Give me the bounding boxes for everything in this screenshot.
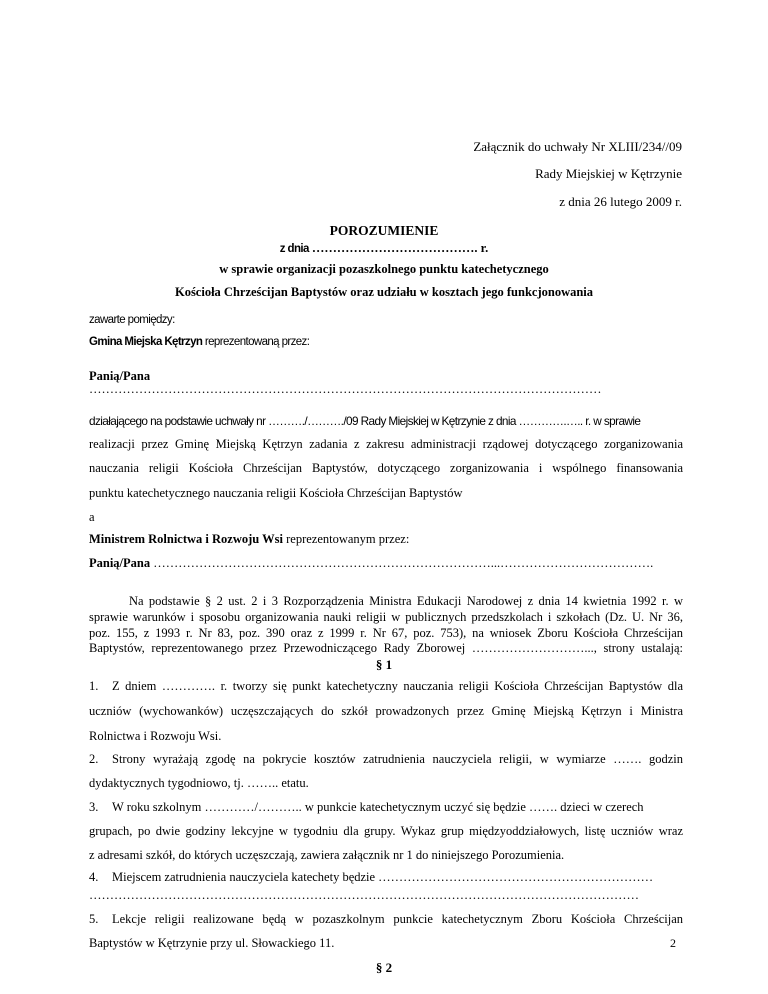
document-title: POROZUMIENIE [329,223,439,238]
point-1-text: Z dniem …………. r. tworzy się punkt katechetyczny nauczania religii Kościoła Chrześcijan Baptystów dla [112,679,683,693]
point-1-number: 1. [89,679,99,693]
minister-name: Ministrem Rolnictwa i Rozwoju Wsi [89,532,283,546]
point-3-line-1 [89,800,683,815]
gmina-represented: reprezentowaną przez: [202,336,310,348]
preamble-line-1: Na podstawie § 2 ust. 2 i 3 Rozporządzenia Ministra Edukacji Narodowej z dnia 14 kwietnia 1992 r. w [129,594,683,608]
page-number: 2 [670,936,676,950]
point-5-line-1 [89,912,683,927]
section-1-heading: § 1 [375,657,393,672]
basis-line-4: punktu katechetycznego nauczania religii Kościoła Chrześcijan Baptystów [89,486,463,500]
subject-line-1: w sprawie organizacji pozaszkolnego punktu katechetycznego [219,262,549,276]
point-3-line-2: grupach, po dwie godziny lekcyjne w tygodniu dla grupy. Wykaz grup międzyoddziałowych, listę uczniów wraz [89,824,683,838]
point-4-line-2: …………………………………………………………………………………………………………………… [89,888,639,902]
representative-1-label: Panią/Pana [89,369,151,383]
council-name: Rady Miejskiej w Kętrzynie [535,166,682,181]
point-3-line-3: z adresami szkół, do których uczęszczają, zawiera załącznik nr 1 do niniejszego Porozumienia. [89,848,565,862]
agreement-date [86,241,682,256]
basis-line-3: nauczania religii Kościoła Chrześcijan Baptystów, dotyczącego zorganizowania i wspólnego finansowania [89,461,683,475]
basis-line-2: realizacji przez Gminę Miejską Kętrzyn zadania z zakresu administracji rządowej dotyczącego zorganizowania [89,437,683,451]
point-1-line-3: Rolnictwa i Rozwoju Wsi. [89,729,222,743]
point-2-text: Strony wyrażają zgodę na pokrycie kosztów zatrudnienia nauczyciela religii, w wymiarze ……. godzin [112,752,683,766]
point-5-line-2: Baptystów w Kętrzynie przy ul. Słowackiego 11. [89,936,335,950]
subject-line-2: Kościoła Chrześcijan Baptystów oraz udziału w kosztach jego funkcjonowania [174,285,594,299]
gmina-party [89,336,683,348]
resolution-date: z dnia 26 lutego 2009 r. [559,194,682,209]
minister-party [89,532,683,547]
date-placeholder: …………………………………. r. [311,241,489,255]
point-4-number: 4. [89,870,99,884]
point-1-line-2: uczniów (wychowanków) uczęszczających do szkół prowadzonych przez Gminę Miejską Kętrzyn i Ministra [89,704,683,718]
minister-represented: reprezentowanym przez: [282,532,410,546]
point-1-line-1 [89,679,683,694]
representative-2 [89,556,683,571]
gmina-name: Gmina Miejska Kętrzyn [89,336,203,348]
point-2-line-1 [89,752,683,767]
conjunction: a [89,510,95,524]
basis-line-1: działającego na podstawie uchwały nr ………./………./09 Rady Miejskiej w Kętrzynie z dnia ………….….. r. w sprawie [89,414,641,428]
representative-1-placeholder: …………………………………………………………………………………………………………… [89,382,602,396]
preamble-line-3: poz. 155, z 1993 r. Nr 83, poz. 390 oraz z 1999 r. Nr 67, poz. 753), na wniosek Zboru Kościoła Chrześcijan [89,626,683,640]
point-3-text: W roku szkolnym …………/……….. w punkcie katechetycznym uczyć się będzie ……. dzieci w czerech [112,800,644,814]
preamble-line-2: sprawie warunków i sposobu organizowania nauki religii w publicznych przedszkolach i szkołach (Dz. U. Nr 36, [89,610,683,624]
point-5-number: 5. [89,912,99,926]
point-2-line-2: dydaktycznych tygodniowo, tj. …….. etatu. [89,776,309,790]
preamble-line-4: Baptystów, reprezentowanego przez Przewodniczącego Rady Zborowej ………………………..., strony ustalają: [89,641,683,655]
section-2-heading: § 2 [375,960,393,975]
date-prefix: z dnia [279,243,309,255]
point-4-text: Miejscem zatrudnienia nauczyciela katechety będzie ………………………………………………………… [112,870,654,884]
parties-intro: zawarte pomiędzy: [89,314,175,326]
point-2-number: 2. [89,752,99,766]
point-5-text: Lekcje religii realizowane będą w pozaszkolnym punkcie katechetycznym Zboru Kościoła Chrześcijan [112,912,683,926]
representative-2-placeholder: ………………………………………………………………………...………………………………. [150,556,654,570]
representative-2-label: Panią/Pana [89,556,151,570]
point-3-number: 3. [89,800,99,814]
point-4-line-1 [89,870,683,885]
annex-reference: Załącznik do uchwały Nr XLIII/234//09 [473,139,682,154]
